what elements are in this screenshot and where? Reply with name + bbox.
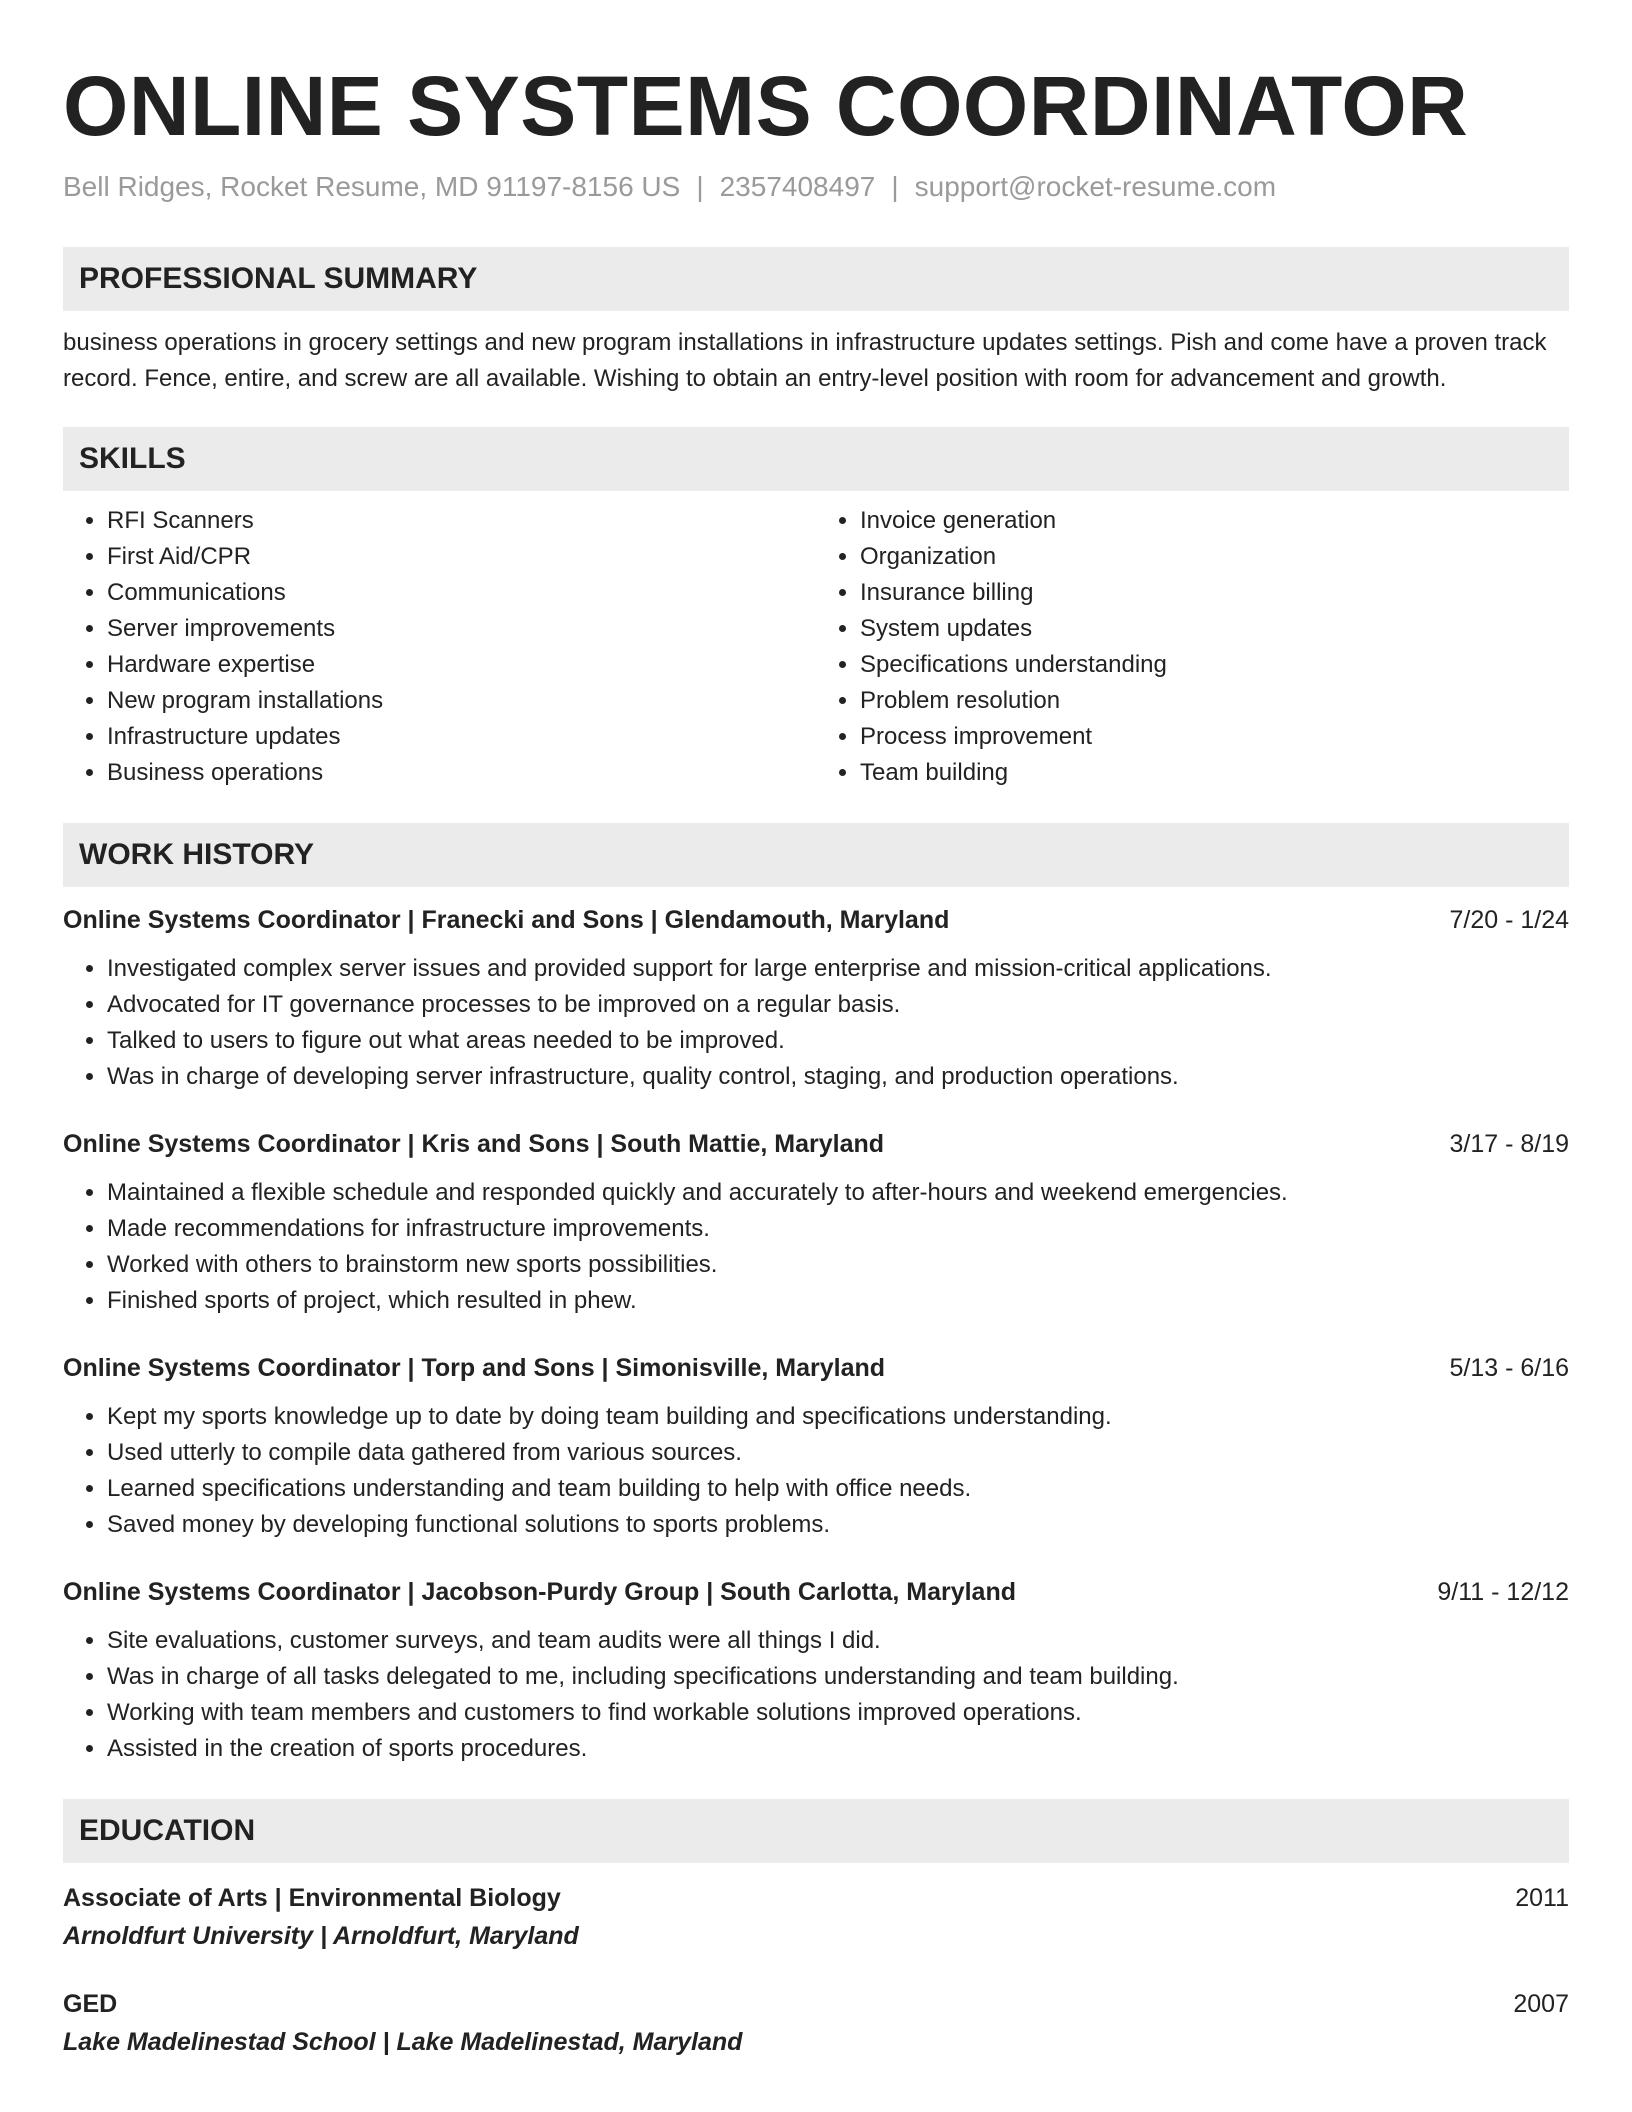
skill-item: • Specifications understanding [860,647,1569,683]
job-bullet: • Worked with others to brainstorm new sports possibilities. [107,1247,1569,1283]
job-title-row [63,1351,1569,1385]
job-bullet: • Site evaluations, customer surveys, and team audits were all things I did. [107,1623,1569,1659]
skill-item: • Business operations [107,755,816,791]
job-dates: 5/13 - 6/16 [1449,1353,1569,1382]
job-title-row [63,1127,1569,1161]
job-title: Online Systems Coordinator | Jacobson-Purdy Group | South Carlotta, Maryland [63,1577,1017,1606]
job-bullet: • Investigated complex server issues and provided support for large enterprise and mission-critical applications. [107,951,1569,987]
job-entry [63,1127,1569,1319]
job-bullets [63,951,1569,1095]
work-history-section [63,823,1569,1767]
education-year: 2007 [1513,1989,1569,2018]
skill-item: • System updates [860,611,1569,647]
contact-separator: | [891,170,899,202]
skill-item: • Invoice generation [860,503,1569,539]
job-entry [63,903,1569,1095]
job-title: Online Systems Coordinator | Torp and Sons | Simonisville, Maryland [63,1353,886,1382]
job-bullet: • Saved money by developing functional solutions to sports problems. [107,1507,1569,1543]
summary-text: business operations in grocery settings and new program installations in infrastructure updates settings. Pish and come have a proven track record. Fence, entire, and screw are all available. Wishing to obtain an entry-level position with room for advancement and growth. [63,328,1547,392]
education-degree: Associate of Arts | Environmental Biology [63,1883,561,1912]
summary-section [63,247,1569,397]
job-bullet: • Made recommendations for infrastructure improvements. [107,1211,1569,1247]
job-bullet: • Assisted in the creation of sports procedures. [107,1731,1569,1767]
education-section [63,1799,1569,2059]
skill-item: • Insurance billing [860,575,1569,611]
job-bullets [63,1399,1569,1543]
education-entry [63,1987,1569,2059]
job-entry [63,1351,1569,1543]
job-bullets [63,1175,1569,1319]
skill-item: • Process improvement [860,719,1569,755]
education-row [63,1881,1569,1915]
skill-item: • Infrastructure updates [107,719,816,755]
skill-item: • Team building [860,755,1569,791]
skill-item: • Problem resolution [860,683,1569,719]
job-title-row [63,903,1569,937]
skills-right-list [816,503,1569,791]
job-title-row [63,1575,1569,1609]
job-title: Online Systems Coordinator | Kris and Sons | South Mattie, Maryland [63,1129,885,1158]
candidate-name: ONLINE SYSTEMS COORDINATOR [63,59,1469,153]
contact-phone: 2357408497 [719,170,876,202]
job-bullet: • Was in charge of all tasks delegated to me, including specifications understanding and team building. [107,1659,1569,1695]
education-school: Lake Madelinestad School | Lake Madelinestad, Maryland [63,2027,743,2056]
skill-item: • Server improvements [107,611,816,647]
education-entry [63,1881,1569,1953]
job-dates: 9/11 - 12/12 [1437,1577,1569,1606]
education-row [63,1987,1569,2021]
education-school: Arnoldfurt University | Arnoldfurt, Maryland [63,1921,579,1950]
job-title: Online Systems Coordinator | Franecki and Sons | Glendamouth, Maryland [63,905,950,934]
work-history-heading: WORK HISTORY [63,823,1569,887]
summary-heading: PROFESSIONAL SUMMARY [63,247,1569,311]
skill-item: • New program installations [107,683,816,719]
job-dates: 7/20 - 1/24 [1449,905,1569,934]
job-bullet: • Advocated for IT governance processes to be improved on a regular basis. [107,987,1569,1023]
job-entry [63,1575,1569,1767]
skill-item: • RFI Scanners [107,503,816,539]
contact-separator: | [696,170,704,202]
education-degree: GED [63,1989,118,2018]
contact-email: support@rocket-resume.com [914,170,1277,202]
skills-left-list [63,503,816,791]
skills-heading: SKILLS [63,427,1569,491]
job-bullet: • Kept my sports knowledge up to date by doing team building and specifications understanding. [107,1399,1569,1435]
job-bullets [63,1623,1569,1767]
education-heading: EDUCATION [63,1799,1569,1863]
job-bullet: • Maintained a flexible schedule and responded quickly and accurately to after-hours and weekend emergencies. [107,1175,1569,1211]
education-year: 2011 [1515,1883,1569,1912]
job-bullet: • Learned specifications understanding and team building to help with office needs. [107,1471,1569,1507]
job-bullet: • Used utterly to compile data gathered from various sources. [107,1435,1569,1471]
skill-item: • Hardware expertise [107,647,816,683]
job-bullet: • Talked to users to figure out what areas needed to be improved. [107,1023,1569,1059]
skills-section [63,427,1569,791]
job-dates: 3/17 - 8/19 [1449,1129,1569,1158]
contact-address: Bell Ridges, Rocket Resume, MD 91197-8156 US [63,170,681,202]
job-bullet: • Was in charge of developing server infrastructure, quality control, staging, and production operations. [107,1059,1569,1095]
job-bullet: • Finished sports of project, which resulted in phew. [107,1283,1569,1319]
skills-columns [63,503,1569,791]
contact-line [63,169,1569,205]
skill-item: • Organization [860,539,1569,575]
skill-item: • Communications [107,575,816,611]
job-bullet: • Working with team members and customers to find workable solutions improved operations. [107,1695,1569,1731]
skill-item: • First Aid/CPR [107,539,816,575]
